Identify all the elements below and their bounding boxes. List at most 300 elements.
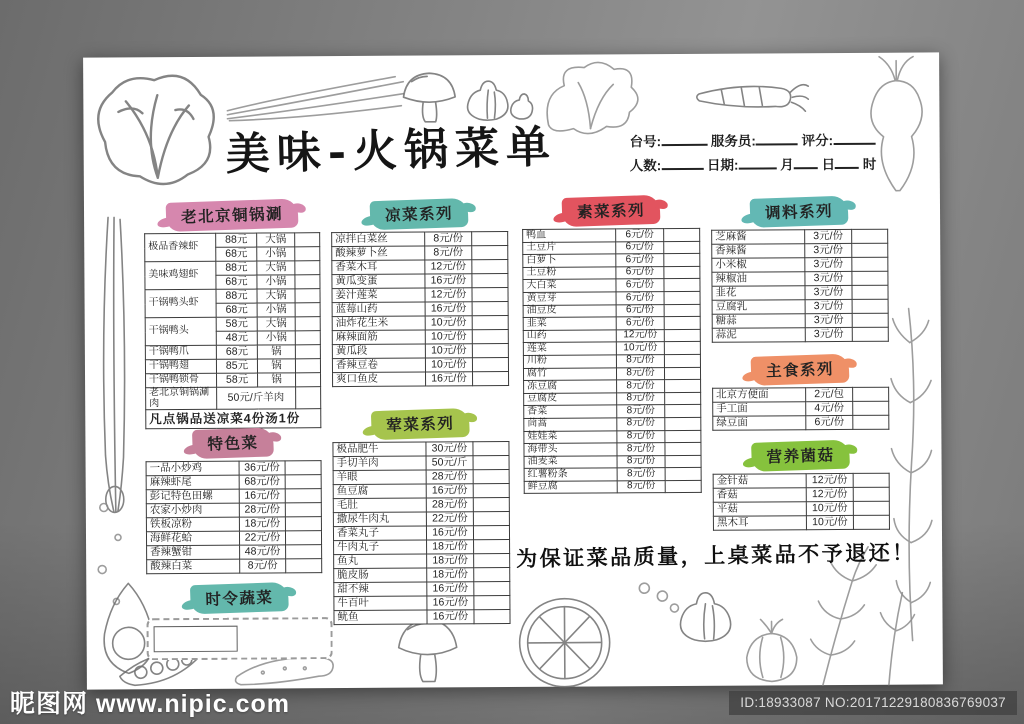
menu-item-row (712, 271, 888, 286)
item-name: 手工面 (713, 402, 806, 417)
menu-item-row (524, 430, 701, 444)
menu-item-row (523, 317, 700, 331)
section-staples (712, 355, 889, 431)
menu-item-row (333, 526, 509, 541)
item-check-cell (472, 344, 508, 358)
menu-item-row (332, 260, 508, 275)
section-header-mushroom: 营养菌菇 (752, 440, 851, 472)
item-name: 凉拌白菜丝 (332, 232, 425, 247)
item-price: 10元/份 (425, 344, 472, 358)
item-price: 68元 (216, 275, 258, 289)
menu-item-row (332, 274, 508, 289)
item-price: 12元/份 (806, 487, 853, 501)
section-header-sauce: 调料系列 (750, 196, 849, 228)
item-name: 铁板凉粉 (146, 517, 239, 532)
item-price: 6元/份 (616, 241, 664, 254)
item-check-cell (285, 531, 321, 545)
item-price: 12元/份 (425, 288, 472, 302)
meat-dishes-table (332, 441, 510, 625)
cold-dishes-table (331, 231, 509, 387)
item-check-cell (664, 241, 700, 254)
item-price: 8元/份 (425, 246, 472, 260)
menu-item-row (333, 484, 509, 499)
item-unit: 小锅 (257, 247, 295, 261)
menu-item-row (523, 367, 700, 381)
item-unit: 小锅 (257, 275, 295, 289)
menu-item-row (333, 498, 509, 513)
item-check-cell (473, 484, 509, 498)
menu-item-row (523, 266, 700, 280)
menu-title: 美味-火锅菜单 (225, 121, 558, 181)
item-name: 极品肥牛 (333, 442, 426, 457)
menu-item-row (334, 540, 510, 555)
item-price: 8元/份 (617, 417, 665, 430)
item-check-cell (665, 417, 701, 430)
item-price: 28元/份 (426, 498, 473, 512)
item-price: 16元/份 (425, 302, 472, 316)
item-name: 牛百叶 (334, 596, 427, 611)
item-name: 大白菜 (523, 279, 616, 292)
item-price: 12元/份 (806, 473, 853, 487)
item-check-cell (472, 302, 508, 316)
menu-item-row (523, 241, 700, 255)
menu-item-row (332, 330, 508, 345)
site-url: www.nipic.com (95, 690, 291, 718)
order-form-line2 (630, 153, 890, 179)
item-check-cell (664, 354, 700, 367)
item-unit: 锅 (258, 359, 296, 373)
item-check-cell (295, 317, 320, 331)
specials-table (146, 460, 323, 574)
item-check-cell (472, 316, 508, 330)
item-name: 黄瓜段 (332, 344, 425, 359)
item-check-cell (852, 229, 888, 243)
item-check-cell (853, 387, 889, 401)
item-price: 8元/份 (616, 355, 664, 368)
item-check-cell (474, 596, 510, 610)
item-name: 酸辣白菜 (147, 559, 240, 574)
item-check-cell (852, 285, 888, 299)
item-check-cell (295, 387, 320, 409)
veg-dishes-table (522, 228, 702, 495)
rating-blank (833, 132, 875, 145)
date-label: 日期: (706, 157, 739, 173)
item-check-cell (664, 342, 700, 355)
seed-dots-icon (92, 497, 133, 617)
menu-item-row (332, 344, 508, 359)
item-name: 香菜 (524, 405, 617, 418)
item-price: 58元 (216, 317, 258, 331)
section-header-cold: 凉菜系列 (370, 198, 469, 230)
item-name: 豆腐乳 (712, 300, 805, 315)
item-price: 12元/份 (616, 329, 664, 342)
item-name: 手切羊肉 (333, 456, 426, 471)
item-name: 莲菜 (523, 342, 616, 355)
item-check-cell (285, 503, 321, 517)
hour-label: 时 (862, 156, 877, 172)
item-name: 干锅鸭翅 (145, 359, 216, 373)
menu-item-row (524, 405, 701, 419)
item-name: 鱼豆腐 (333, 484, 426, 499)
month-label: 月 (780, 157, 794, 173)
menu-item-row (712, 229, 888, 244)
item-price: 8元/份 (617, 380, 665, 393)
item-name: 香菜木耳 (332, 260, 425, 275)
menu-item-row (145, 233, 320, 248)
menu-item-row (146, 531, 321, 546)
item-unit: 大锅 (257, 289, 295, 303)
item-price: 10元/份 (806, 501, 853, 515)
item-name: 韭菜 (523, 317, 616, 330)
item-check-cell (665, 405, 701, 418)
section-specials (145, 428, 322, 574)
item-name: 美味鸡翅虾 (145, 261, 216, 289)
section-beijing-hotpot (144, 200, 321, 429)
section-sauces (711, 197, 889, 343)
item-price: 12元/份 (425, 260, 472, 274)
item-name: 冻豆腐 (524, 380, 617, 393)
item-name: 黄豆芽 (523, 292, 616, 305)
item-check-cell (664, 291, 700, 304)
peas-sketch-icon (634, 578, 680, 614)
menu-item-row (145, 317, 320, 332)
menu-item-row (146, 475, 321, 490)
item-price: 28元/份 (426, 470, 473, 484)
item-name: 鱿鱼 (334, 610, 427, 625)
item-price: 6元/份 (616, 229, 664, 242)
item-check-cell (853, 501, 889, 515)
section-header-staple: 主食系列 (751, 354, 850, 386)
item-check-cell (852, 313, 888, 327)
menu-item-row (713, 401, 889, 416)
item-price: 2元/包 (806, 387, 853, 401)
menu-item-row (524, 468, 701, 482)
item-name: 土豆片 (523, 241, 616, 254)
item-name: 香辣酱 (712, 244, 805, 259)
item-name: 干锅鸭头虾 (145, 289, 216, 317)
menu-item-row (712, 313, 888, 328)
menu-item-row (146, 489, 321, 504)
hotpot-promo-text: 凡点锅品送凉菜4份汤1份 (146, 409, 321, 429)
item-unit: 小锅 (257, 303, 295, 317)
item-check-cell (853, 487, 889, 501)
menu-item-row (332, 302, 508, 317)
menu-item-row (524, 442, 701, 456)
item-unit: 大锅 (257, 261, 295, 275)
item-check-cell (473, 526, 509, 540)
item-check-cell (852, 271, 888, 285)
item-price: 48元/份 (240, 545, 286, 559)
rating-label: 评分: (801, 133, 834, 149)
order-form-line1 (630, 129, 890, 155)
item-price: 8元/份 (617, 405, 665, 418)
item-name: 绿豆面 (713, 416, 806, 431)
item-name: 彭记特色田螺 (146, 489, 239, 504)
menu-item-row (145, 261, 320, 276)
item-name: 农家小炒肉 (146, 503, 239, 518)
menu-item-row (712, 257, 888, 272)
item-price: 22元/份 (426, 512, 473, 526)
item-price: 16元/份 (427, 596, 474, 610)
item-check-cell (852, 327, 888, 341)
item-price: 3元/份 (805, 243, 852, 257)
item-check-cell (472, 330, 508, 344)
item-name: 牛肉丸子 (334, 540, 427, 555)
menu-item-row (524, 480, 701, 494)
carrot-sketch-icon (691, 75, 809, 124)
item-price: 6元/份 (616, 254, 664, 267)
menu-item-row (147, 559, 322, 574)
item-name: 脆皮肠 (334, 568, 427, 583)
item-name: 撒尿牛肉丸 (333, 512, 426, 527)
item-name: 羊眼 (333, 470, 426, 485)
item-check-cell (294, 233, 319, 247)
item-check-cell (853, 401, 889, 415)
menu-item-row (523, 342, 700, 356)
section-seasonal-veg (146, 583, 332, 660)
item-name: 川粉 (523, 355, 616, 368)
menu-item-row (146, 373, 321, 388)
item-name: 爽口鱼皮 (333, 372, 426, 387)
item-check-cell (665, 455, 701, 468)
image-id-watermark: ID:18933087 NO:20171229180836769037 (729, 691, 1017, 715)
item-name: 红薯粉条 (524, 468, 617, 481)
table-no-label: 台号: (629, 134, 662, 150)
item-check-cell (473, 456, 509, 470)
item-name: 土豆粉 (523, 267, 616, 280)
menu-item-row (524, 392, 701, 406)
item-name: 豆腐皮 (524, 393, 617, 406)
item-price: 18元/份 (427, 540, 474, 554)
item-check-cell (665, 379, 701, 392)
item-check-cell (852, 257, 888, 271)
menu-item-row (332, 288, 508, 303)
item-name: 蒜泥 (712, 328, 805, 343)
item-check-cell (664, 228, 700, 241)
item-unit: 大锅 (257, 233, 295, 247)
date-blank (738, 156, 776, 169)
item-price: 10元/份 (806, 515, 853, 529)
menu-item-row (146, 387, 321, 410)
item-check-cell (295, 247, 320, 261)
item-name: 辣椒油 (712, 272, 805, 287)
section-header-veg: 素菜系列 (562, 195, 661, 227)
seasonal-veg-inner-box (154, 626, 238, 653)
item-price: 16元/份 (426, 372, 473, 386)
menu-item-row (145, 359, 320, 374)
menu-item-row (334, 568, 510, 583)
item-name: 金针菇 (713, 474, 806, 489)
item-check-cell (295, 345, 320, 359)
item-name: 香辣蟹钳 (147, 545, 240, 560)
item-check-cell (472, 246, 508, 260)
menu-item-row (145, 289, 320, 304)
item-price: 50元/斤 (426, 456, 473, 470)
hotpot-table (144, 232, 321, 429)
menu-item-row (712, 299, 888, 314)
quality-notice: 为保证菜品质量，上桌菜品不予退还！ (515, 539, 916, 572)
item-check-cell (472, 288, 508, 302)
item-price: 68元 (216, 345, 258, 359)
item-name: 香菇 (713, 488, 806, 503)
waiter-label: 服务员: (710, 133, 756, 149)
item-check-cell (474, 554, 510, 568)
menu-item-row (333, 470, 509, 485)
item-name: 香辣豆卷 (332, 358, 425, 373)
item-check-cell (285, 517, 321, 531)
item-check-cell (664, 317, 700, 330)
item-price: 8元/份 (617, 480, 665, 493)
item-check-cell (664, 329, 700, 342)
item-price: 6元/份 (616, 317, 664, 330)
item-check-cell (295, 275, 320, 289)
item-check-cell (472, 274, 508, 288)
menu-item-row (334, 596, 510, 611)
menu-item-row (332, 246, 508, 261)
item-price: 3元/份 (805, 299, 852, 313)
menu-item-row (145, 345, 320, 360)
item-check-cell (852, 243, 888, 257)
item-check-cell (473, 470, 509, 484)
menu-item-row (524, 417, 701, 431)
item-name: 鲜豆腐 (524, 481, 617, 494)
item-price: 6元/份 (616, 266, 664, 279)
item-check-cell (474, 568, 510, 582)
item-check-cell (286, 559, 322, 573)
item-name: 鱼丸 (334, 554, 427, 569)
item-name: 油麦菜 (524, 456, 617, 469)
item-name: 干锅鸭爪 (145, 345, 216, 359)
item-price: 3元/份 (805, 313, 852, 327)
garlic-bulb-sketch-icon (672, 584, 738, 646)
item-check-cell (473, 442, 509, 456)
item-check-cell (853, 515, 889, 529)
menu-item-row (524, 379, 701, 393)
item-name: 糖蒜 (712, 314, 805, 329)
item-name: 姜汁莲菜 (332, 288, 425, 303)
item-price: 16元/份 (426, 526, 473, 540)
menu-item-row (712, 243, 888, 258)
item-price: 8元/份 (617, 392, 665, 405)
item-price: 6元/份 (806, 415, 853, 429)
item-check-cell (853, 415, 889, 429)
staples-table (712, 387, 889, 431)
item-check-cell (473, 498, 509, 512)
menu-item-row (713, 501, 889, 516)
menu-item-row (334, 610, 510, 625)
section-header-hotpot: 老北京铜锅涮 (166, 198, 299, 231)
item-price: 10元/份 (425, 316, 472, 330)
menu-sheet (83, 52, 943, 689)
item-price: 8元/份 (616, 367, 664, 380)
item-name: 干锅鸭锁骨 (146, 373, 217, 387)
item-name: 黄瓜变蛋 (332, 274, 425, 289)
item-price: 88元 (215, 233, 257, 247)
menu-item-row (523, 304, 700, 318)
order-form (630, 129, 890, 179)
item-check-cell (472, 232, 508, 246)
item-price: 10元/份 (425, 358, 472, 372)
menu-item-row (146, 503, 321, 518)
item-check-cell (472, 260, 508, 274)
site-watermark (10, 684, 290, 720)
hotpot-promo-row (146, 409, 321, 429)
item-price: 58元 (216, 373, 258, 387)
item-price: 88元 (216, 289, 258, 303)
item-price: 3元/份 (805, 285, 852, 299)
people-label: 人数: (629, 158, 662, 174)
item-price: 36元/份 (239, 461, 285, 475)
item-name: 酸辣萝卜丝 (332, 246, 425, 261)
menu-item-row (713, 487, 889, 502)
item-unit: 锅 (258, 345, 296, 359)
section-header-special: 特色菜 (192, 427, 274, 459)
item-price: 30元/份 (426, 442, 473, 456)
item-price: 3元/份 (805, 257, 852, 271)
item-check-cell (664, 279, 700, 292)
item-check-cell (474, 610, 510, 624)
item-check-cell (665, 392, 701, 405)
menu-item-row (333, 372, 509, 387)
menu-item-row (523, 329, 700, 343)
item-name: 干锅鸭头 (145, 317, 216, 345)
item-price: 8元/份 (617, 455, 665, 468)
menu-item-row (334, 554, 510, 569)
menu-item-row (713, 415, 889, 430)
item-price: 10元/份 (616, 342, 664, 355)
item-check-cell (665, 442, 701, 455)
item-check-cell (285, 461, 321, 475)
menu-item-row (523, 254, 700, 268)
table-no-blank (661, 133, 707, 146)
item-check-cell (664, 304, 700, 317)
menu-item-row (713, 515, 889, 530)
item-price: 16元/份 (427, 582, 474, 596)
item-price: 3元/份 (805, 271, 852, 285)
item-name: 麻辣虾尾 (146, 475, 239, 490)
menu-item-row (334, 582, 510, 597)
item-price: 68元 (216, 303, 258, 317)
item-check-cell (472, 358, 508, 372)
site-name: 昵图网 (10, 690, 89, 718)
item-name: 甜不辣 (334, 582, 427, 597)
menu-item-row (524, 455, 701, 469)
item-name: 黑木耳 (713, 516, 806, 531)
item-name: 海鲜花蛤 (146, 531, 239, 546)
item-check-cell (664, 367, 700, 380)
item-name: 麻辣面筋 (332, 330, 425, 345)
menu-item-row (713, 473, 889, 488)
item-check-cell (473, 372, 509, 386)
section-header-meat: 荤菜系列 (371, 408, 470, 440)
item-check-cell (295, 359, 320, 373)
item-name: 腐竹 (523, 367, 616, 380)
menu-item-row (147, 545, 322, 560)
item-price: 10元/份 (425, 330, 472, 344)
item-price: 50元/斤羊肉 (216, 387, 295, 409)
item-check-cell (285, 489, 321, 503)
item-name: 毛肚 (333, 498, 426, 513)
item-price: 8元/份 (617, 468, 665, 481)
item-name: 韭花 (712, 286, 805, 301)
people-blank (661, 157, 703, 170)
item-check-cell (285, 475, 321, 489)
section-cold-dishes (331, 199, 509, 387)
section-mushrooms (712, 441, 890, 531)
item-price: 68元/份 (239, 475, 285, 489)
item-price: 18元/份 (427, 568, 474, 582)
menu-item-row (332, 358, 508, 373)
